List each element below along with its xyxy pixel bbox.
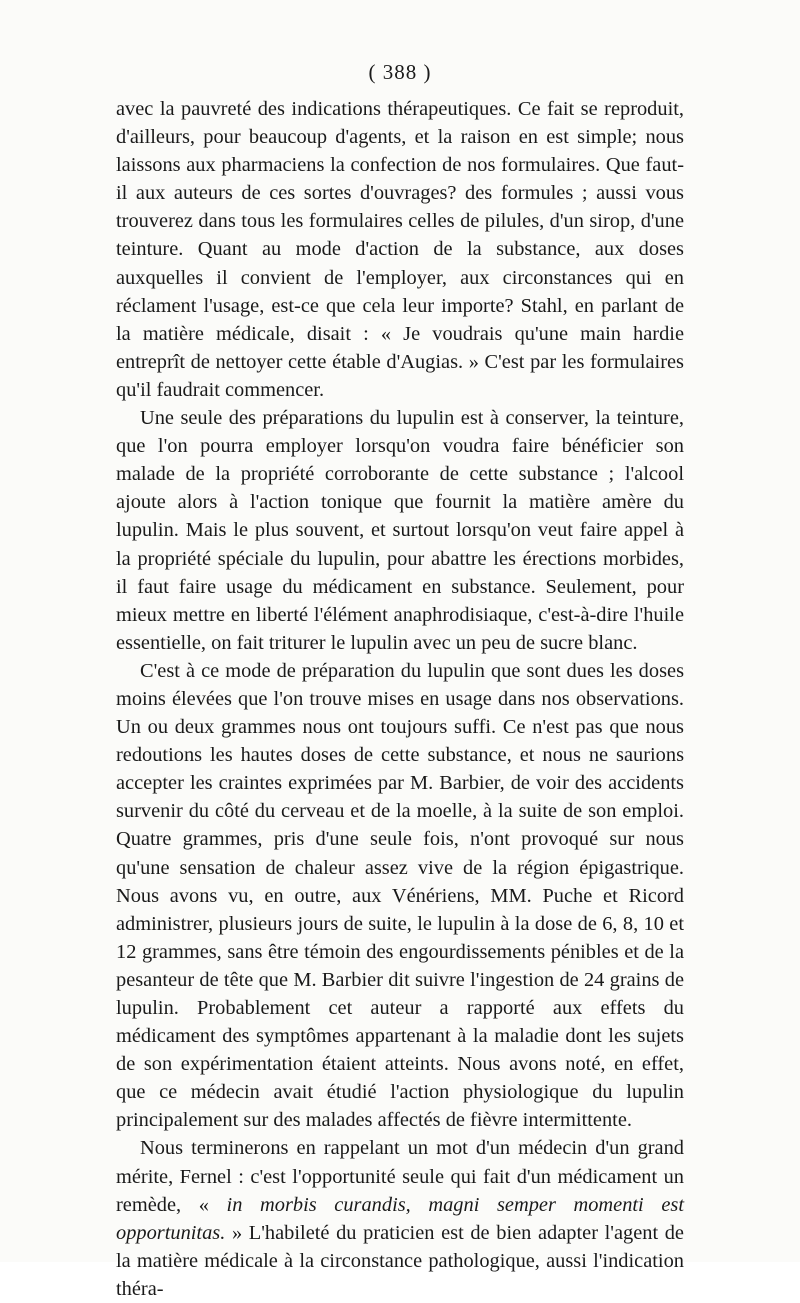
paragraph-4: [116, 1134, 684, 1303]
latin-quote: in morbis curandis, magni semper momenti est opportunitas.: [116, 1193, 684, 1244]
paragraph-4-text-before: Nous terminerons en rappelant un mot d'un médecin d'un grand mérite, Fernel : c'est l'opportunité seule qui fait d'un médicament un remède, «: [116, 1137, 684, 1216]
paragraph-1: avec la pauvreté des indications thérapeutiques. Ce fait se reproduit, d'ailleurs, pour beaucoup d'agents, et la raison en est simple; nous laissons aux pharmaciens la confection de nos formulaires. Que faut-il aux auteurs de ces sortes d'ouvrages? des formules ; aussi vous trouverez dans tous les formulaires celles de pilules, d'un sirop, d'une teinture. Quant au mode d'action de la substance, aux doses auxquelles il convient de l'employer, aux circonstances qui en réclament l'usage, est-ce que cela leur importe? Stahl, en parlant de la matière médicale, disait : « Je voudrais qu'une main hardie entreprît de nettoyer cette étable d'Augias. » C'est par les formulaires qu'il faudrait commencer.: [116, 98, 684, 401]
body-text: [116, 95, 684, 1303]
paragraph-2: Une seule des préparations du lupulin est à conserver, la teinture, que l'on pourra employer lorsqu'on voudra faire bénéficier son malade de la propriété corroborante de cette substance ; l'alcool ajoute alors à l'action tonique que fournit la matière amère du lupulin. Mais le plus souvent, et surtout lorsqu'on veut faire appel à la propriété spéciale du lupulin, pour abattre les érections morbides, il faut faire usage du médicament en substance. Seulement, pour mieux mettre en liberté l'élément anaphrodisiaque, c'est-à-dire l'huile essentielle, on fait triturer le lupulin avec un peu de sucre blanc.: [116, 407, 684, 654]
paragraph-3: C'est à ce mode de préparation du lupulin que sont dues les doses moins élevées que l'on trouve mises en usage dans nos observations. Un ou deux grammes nous ont toujours suffi. Ce n'est pas que nous redoutions les hautes doses de cette substance, et nous ne saurions accepter les craintes exprimées par M. Barbier, de voir des accidents survenir du côté du cerveau et de la moelle, à la suite de son emploi. Quatre grammes, pris d'une seule fois, n'ont provoqué sur nous qu'une sensation de chaleur assez vive de la région épigastrique. Nous avons vu, en outre, aux Vénériens, MM. Puche et Ricord administrer, plusieurs jours de suite, le lupulin à la dose de 6, 8, 10 et 12 grammes, sans être témoin des engourdissements pénibles et de la pesanteur de tête que M. Barbier dit suivre l'ingestion de 24 grains de lupulin. Probablement cet auteur a rapporté aux effets du médicament des symptômes appartenant à la maladie dont les sujets de son expérimentation étaient atteints. Nous avons noté, en effet, que ce médecin avait étudié l'action physiologique du lupulin principalement sur des malades affectés de fièvre intermittente.: [116, 659, 684, 1132]
page-number: ( 388 ): [368, 60, 432, 84]
paragraph-4-text-after: » L'habileté du praticien est de bien adapter l'agent de la matière médicale à la circonstance pathologique, aussi l'indication théra-: [116, 1221, 684, 1300]
